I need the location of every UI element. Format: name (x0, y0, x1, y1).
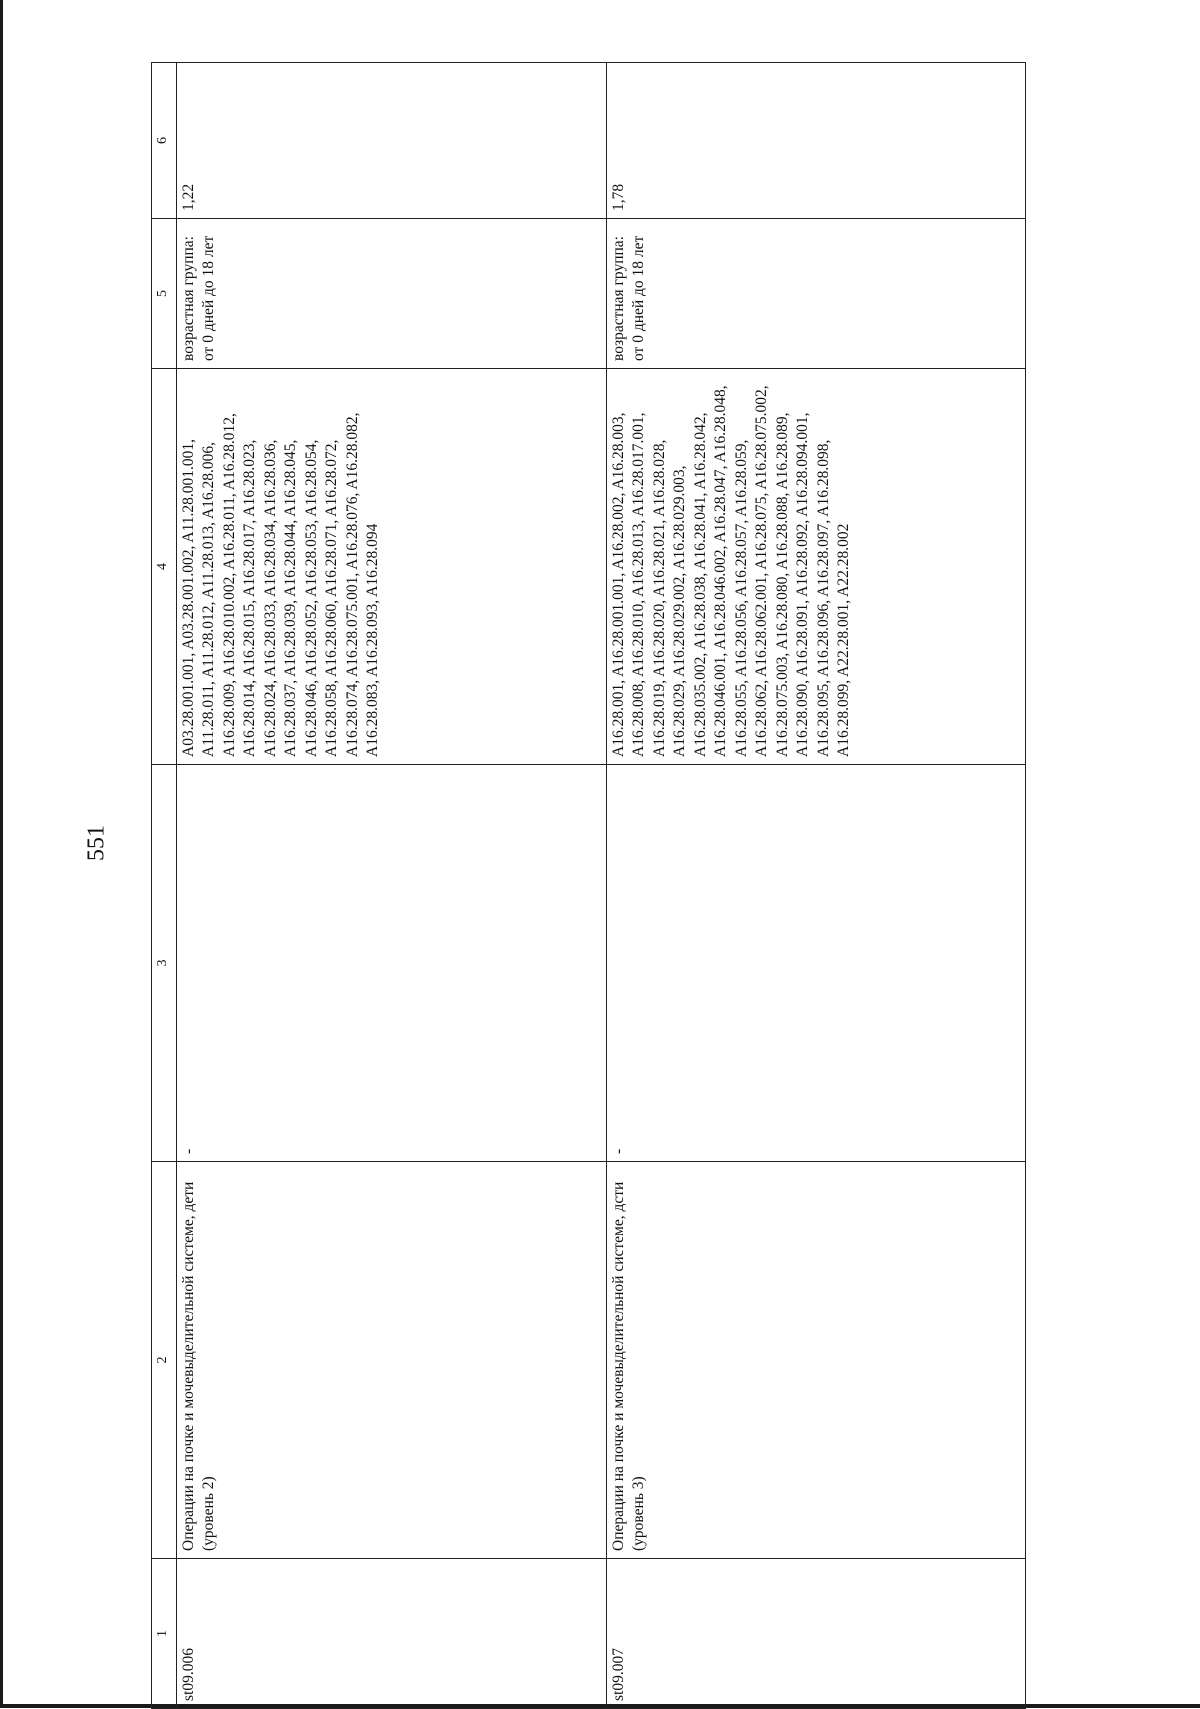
header-cell-6: 6 (152, 63, 177, 219)
row-services: A03.28.001.001, A03.28.001.002, A11.28.001.001, A11.28.011, A11.28.012, A11.28.013, A16.28.006, A16.28.009, A16.28.010.002, A16.28.011, A16.28.012, A16.28.014, A16.28.015, A16.28.017, A16.28.023, A16.28.024, A16.28.033, A16.28.034, A16.28.036, A16.28.037, A16.28.039, A16.28.044, A16.28.045, A16.28.046, A16.28.052, A16.28.053, A16.28.054, A16.28.058, A16.28.060, A16.28.071, A16.28.072, A16.28.074, A16.28.075.001, A16.28.076, A16.28.082, A16.28.083, A16.28.093, A16.28.094 (177, 369, 607, 765)
header-row (152, 63, 177, 1709)
row-coefficient: 1,78 (607, 63, 1026, 219)
header-cell-4: 4 (152, 369, 177, 765)
table-row (607, 63, 1026, 1709)
page-number: 551 (83, 825, 110, 861)
table-wrapper (151, 63, 1022, 1709)
row-code: st09.006 (177, 1559, 607, 1709)
row-criteria: возрастная группа: от 0 дней до 18 лет (607, 219, 1026, 369)
row-name: Операции на почке и мочевыделительной системе, дети (уровень 2) (177, 1162, 607, 1559)
header-cell-1: 1 (152, 1559, 177, 1709)
row-criteria: возрастная группа: от 0 дней до 18 лет (177, 219, 607, 369)
header-cell-3: 3 (152, 765, 177, 1162)
row-coefficient: 1,22 (177, 63, 607, 219)
row-col3: - (607, 765, 1026, 1162)
scan-edge-left (0, 0, 3, 1708)
rotated-table-container (151, 63, 1022, 1709)
tariff-table (151, 62, 1026, 1709)
header-cell-5: 5 (152, 219, 177, 369)
row-name: Операции на почке и мочевыделительной системе, дсти (уровень 3) (607, 1162, 1026, 1559)
row-services: A16.28.001, A16.28.001.001, A16.28.002, A16.28.003, A16.28.008, A16.28.010, A16.28.013, A16.28.017.001, A16.28.019, A16.28.020, A16.28.021, A16.28.028, A16.28.029, A16.28.029.002, A16.28.029.003, A16.28.035.002, A16.28.038, A16.28.041, A16.28.042, A16.28.046.001, A16.28.046.002, A16.28.047, A16.28.048, A16.28.055, A16.28.056, A16.28.057, A16.28.059, A16.28.062, A16.28.062.001, A16.28.075, A16.28.075.002, A16.28.075.003, A16.28.080, A16.28.088, A16.28.089, A16.28.090, A16.28.091, A16.28.092, A16.28.094.001, A16.28.095, A16.28.096, A16.28.097, A16.28.098, A16.28.099, A22.28.001, A22.28.002 (607, 369, 1026, 765)
row-code: st09.007 (607, 1559, 1026, 1709)
table-row (177, 63, 607, 1709)
row-col3: - (177, 765, 607, 1162)
header-cell-2: 2 (152, 1162, 177, 1559)
